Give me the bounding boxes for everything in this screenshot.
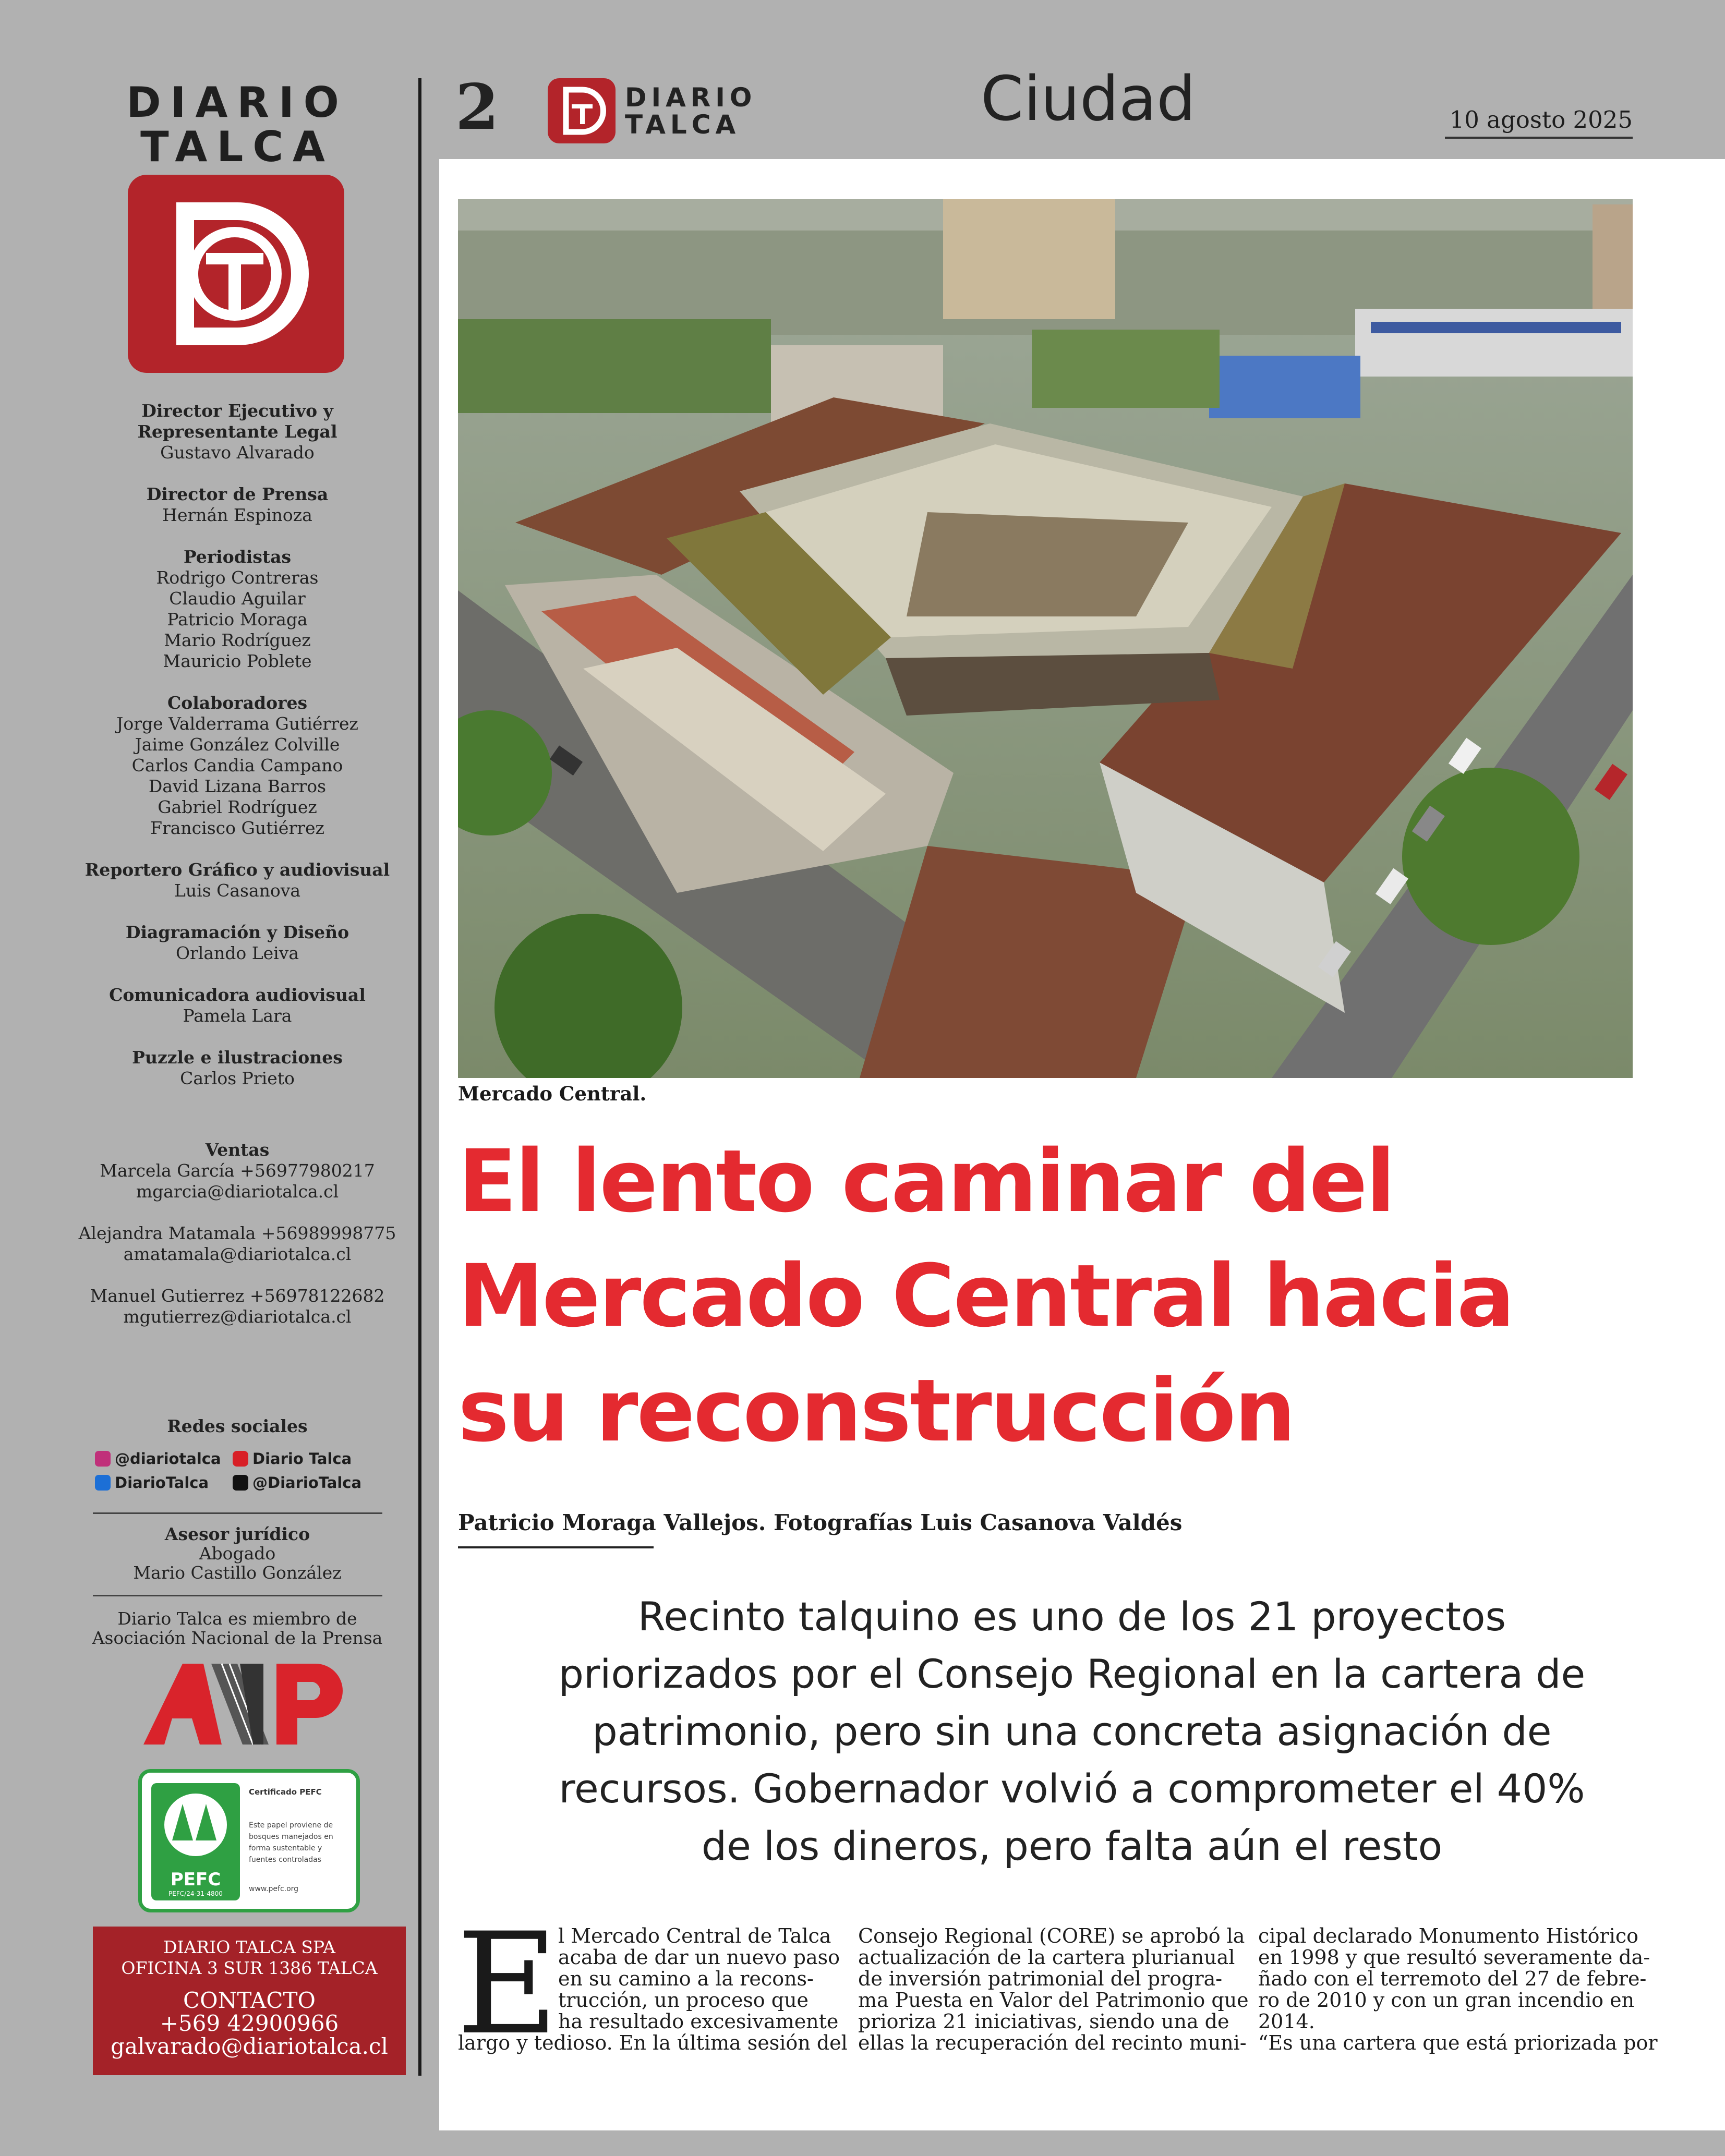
body-line: en su camino a la recons- [558, 1967, 814, 1990]
body-line: ha resultado excesivamente [558, 2010, 839, 2033]
contact-title: CONTACTO [183, 1988, 316, 2013]
headline-line: Mercado Central hacia [458, 1246, 1514, 1346]
credit-role: Director Ejecutivo y [141, 401, 333, 421]
date-underline [1445, 137, 1633, 139]
instagram-link[interactable] [95, 1450, 221, 1468]
membership-line: Diario Talca es miembro de [117, 1608, 357, 1629]
pefc-body-line: forma sustentable y [249, 1844, 322, 1852]
headline [458, 1124, 1658, 1468]
page-number: 2 [455, 70, 499, 144]
legal-name: Mario Castillo González [133, 1563, 342, 1583]
company-name: DIARIO TALCA SPA [163, 1937, 335, 1957]
social-title-text: Redes sociales [167, 1416, 308, 1436]
credit-name: Carlos Candia Campano [131, 755, 343, 776]
body-line: Consejo Regional (CORE) se aprobó la [858, 1924, 1245, 1947]
mercado-central-photo [458, 199, 1633, 1078]
body-column-1-end [458, 2031, 848, 2054]
youtube-link[interactable] [233, 1450, 352, 1468]
credit-name: Orlando Leiva [175, 943, 299, 963]
company-address: OFICINA 3 SUR 1386 TALCA [121, 1958, 378, 1978]
body-line: cipal declarado Monumento Histórico [1258, 1924, 1639, 1947]
x-link[interactable] [233, 1474, 361, 1492]
deck-line: recursos. Gobernador volvió a comprometer el 40% [559, 1765, 1585, 1812]
sales-contact-line: Marcela García +56977980217 [100, 1160, 375, 1181]
pefc-url: www.pefc.org [249, 1885, 299, 1893]
credit-name: Rodrigo Contreras [156, 567, 319, 588]
credit-name: Claudio Aguilar [169, 588, 306, 609]
sales-contact-line: Alejandra Matamala +56989998775 [78, 1223, 396, 1243]
credit-name: Gabriel Rodríguez [158, 797, 317, 817]
sales-contacts [63, 1140, 412, 1327]
facebook-handle: DiarioTalca [115, 1474, 209, 1492]
pefc-body-line: bosques manejados en [249, 1833, 333, 1841]
body-line: l Mercado Central de Talca [558, 1924, 831, 1947]
credit-role: Representante Legal [137, 421, 337, 442]
pefc-body-line: Este papel proviene de [249, 1821, 333, 1830]
pefc-certificate [138, 1769, 360, 1912]
body-line: trucción, un proceso que [558, 1989, 809, 2012]
masthead-title-line1: DIARIO [126, 78, 348, 127]
membership-note [63, 1609, 412, 1648]
pefc-brand: PEFC [170, 1869, 221, 1890]
issue-date: 10 agosto 2025 [1449, 106, 1633, 134]
facebook-icon [95, 1475, 111, 1491]
deck-line: patrimonio, pero sin una concreta asignación de [592, 1708, 1552, 1754]
sales-contact-email[interactable]: mgarcia@diariotalca.cl [136, 1181, 339, 1202]
body-line: largo y tedioso. En la última sesión del [458, 2031, 848, 2054]
instagram-handle: @diariotalca [115, 1450, 221, 1468]
header-brand-line1: DIARIO [625, 82, 757, 113]
masthead-divider [418, 78, 421, 2076]
credit-name: Jaime González Colville [135, 734, 340, 755]
sales-title: Ventas [205, 1140, 270, 1160]
credit-name: Francisco Gutiérrez [150, 818, 324, 838]
deck-line: de los dineros, pero falta aún el resto [701, 1823, 1443, 1869]
body-column-3 [1258, 1924, 1658, 2054]
body-line: ro de 2010 y con un gran incendio en [1258, 1989, 1635, 2012]
header-logo-icon [548, 78, 616, 143]
drop-cap: E [456, 1903, 559, 2066]
body-line: ellas la recuperación del recinto muni- [858, 2031, 1247, 2054]
x-handle: @DiarioTalca [252, 1474, 362, 1492]
diario-talca-logo [128, 175, 344, 373]
byline-underline [458, 1546, 654, 1548]
credit-name: Hernán Espinoza [162, 505, 312, 525]
sales-contact-line: Manuel Gutierrez +56978122682 [90, 1286, 385, 1306]
credit-role: Periodistas [183, 547, 292, 567]
sales-contact-email[interactable]: amatamala@diariotalca.cl [123, 1244, 352, 1264]
body-line: actualización de la cartera plurianual [858, 1946, 1235, 1969]
contact-email[interactable]: galvarado@diariotalca.cl [111, 2033, 388, 2059]
pefc-body [249, 1820, 333, 1866]
anp-logo [138, 1656, 352, 1750]
headline-line: su reconstrucción [458, 1361, 1294, 1461]
credit-name: Jorge Valderrama Gutiérrez [116, 713, 358, 734]
credit-name: Luis Casanova [174, 880, 301, 901]
youtube-handle: Diario Talca [252, 1450, 352, 1468]
contact-phone[interactable]: +569 42900966 [160, 2010, 339, 2036]
credit-role: Reportero Gráfico y audiovisual [85, 859, 390, 880]
headline-line: El lento caminar del [458, 1131, 1394, 1231]
credit-name: Carlos Prieto [180, 1068, 295, 1088]
photo-caption: Mercado Central. [458, 1082, 647, 1105]
article-deck [472, 1588, 1672, 1875]
header-brand-line2: TALCA [625, 110, 741, 140]
pefc-tree-icon [151, 1783, 240, 1900]
membership-line: Asociación Nacional de la Prensa [92, 1628, 383, 1648]
legal-line: Abogado [199, 1543, 276, 1564]
section-title: Ciudad [981, 63, 1196, 135]
masthead-sidebar [0, 0, 417, 2156]
body-column-2 [858, 1924, 1249, 2054]
company-contact-box [93, 1927, 406, 2075]
social-title [63, 1416, 412, 1437]
credit-name: Mauricio Poblete [163, 651, 312, 671]
body-line: de inversión patrimonial del progra- [858, 1967, 1223, 1990]
credit-name: Pamela Lara [183, 1006, 292, 1026]
body-line: ma Puesta en Valor del Patrimonio que [858, 1989, 1249, 2012]
credit-name: Mario Rodríguez [164, 630, 311, 650]
body-line: “Es una cartera que está priorizada por [1258, 2031, 1658, 2054]
credit-role: Director de Prensa [146, 484, 329, 504]
x-icon [233, 1475, 248, 1491]
body-line: 2014. [1258, 2010, 1315, 2033]
sales-contact-email[interactable]: mgutierrez@diariotalca.cl [123, 1306, 352, 1327]
legal-advisor [63, 1524, 412, 1582]
divider [93, 1512, 382, 1514]
masthead-title-line2: TALCA [140, 123, 334, 171]
body-line: acaba de dar un nuevo paso [558, 1946, 840, 1969]
credit-role: Comunicadora audiovisual [109, 985, 366, 1005]
pefc-title: Certificado PEFC [249, 1787, 322, 1797]
credit-role: Colaboradores [167, 693, 308, 713]
staff-credits [63, 401, 412, 1110]
deck-line: Recinto talquino es uno de los 21 proyectos [637, 1593, 1506, 1640]
instagram-icon [95, 1451, 111, 1467]
pefc-body-line: fuentes controladas [249, 1856, 322, 1864]
divider [93, 1595, 382, 1596]
body-line: en 1998 y que resultó severamente da- [1258, 1946, 1650, 1969]
pefc-code: PEFC/24-31-4800 [168, 1890, 223, 1897]
body-line: prioriza 21 iniciativas, siendo una de [858, 2010, 1229, 2033]
facebook-link[interactable] [95, 1474, 209, 1492]
deck-line: priorizados por el Consejo Regional en la cartera de [558, 1651, 1586, 1697]
byline: Patricio Moraga Vallejos. Fotografías Luis Casanova Valdés [458, 1510, 1183, 1535]
credit-role: Diagramación y Diseño [125, 922, 349, 942]
body-column-1 [558, 1924, 840, 2033]
credit-role: Puzzle e ilustraciones [132, 1047, 343, 1068]
credit-name: David Lizana Barros [148, 776, 327, 796]
credit-name: Gustavo Alvarado [160, 442, 315, 463]
credit-name: Patricio Moraga [167, 609, 308, 629]
body-line: ñado con el terremoto del 27 de febre- [1258, 1967, 1647, 1990]
legal-title: Asesor jurídico [164, 1524, 310, 1544]
youtube-icon [233, 1451, 248, 1467]
